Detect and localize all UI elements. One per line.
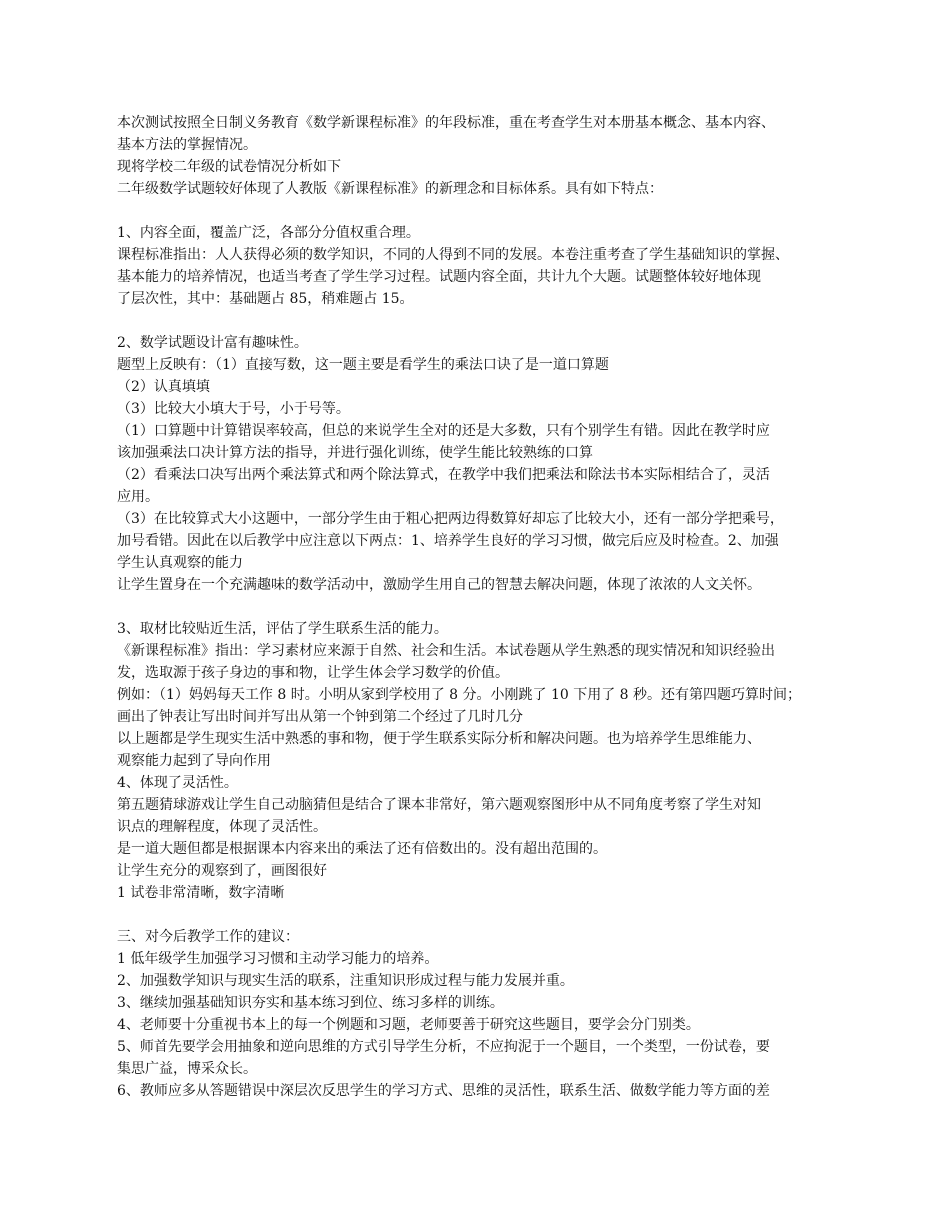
- text-line: 观察能力起到了导向作用: [117, 753, 271, 769]
- section-heading: 1、内容全面，覆盖广泛，各部分分值权重合理。: [117, 225, 420, 241]
- text-line: 学生认真观察的能力: [117, 555, 243, 571]
- text-line: 2、加强数学知识与现实生活的联系，注重知识形成过程与能力发展并重。: [117, 973, 574, 989]
- text-line: 该加强乘法口决计算方法的指导，并进行强化训练，使学生能比较熟练的口算: [117, 445, 593, 461]
- text-line: 例如：（1）妈妈每天工作 8 时。小明从家到学校用了 8 分。小刚跳了 10 下用了 8 秒。还有第四题巧算时间；: [117, 687, 802, 703]
- text-line: （1）口算题中计算错误率较高，但总的来说学生全对的还是大多数，只有个别学生有错。因此在教学时应: [117, 423, 770, 439]
- text-line: （2）认真填填: [117, 379, 210, 395]
- text-line: 《新课程标准》指出：学习素材应来源于自然、社会和生活。本试卷题从学生熟悉的现实情况和知识经验出: [117, 643, 775, 659]
- text-line: （2）看乘法口决写出两个乘法算式和两个除法算式，在教学中我们把乘法和除法书本实际相结合了，灵活: [117, 467, 770, 483]
- section-heading: 4、体现了灵活性。: [117, 775, 238, 791]
- text-line: （3）在比较算式大小这题中，一部分学生由于粗心把两边得数算好却忘了比较大小，还有一部分学把乘号，: [117, 511, 784, 527]
- text-line: 基本能力的培养情况，也适当考查了学生学习过程。试题内容全面，共计九个大题。试题整体较好地体现: [117, 269, 761, 285]
- text-line: 5、师首先要学会用抽象和逆向思维的方式引导学生分析，不应拘泥于一个题目，一个类型，一份试卷，要: [117, 1039, 770, 1055]
- text-line: 现将学校二年级的试卷情况分析如下: [117, 159, 341, 175]
- text-line: 是一道大题但都是根据课本内容来出的乘法了还有倍数出的。没有超出范围的。: [117, 841, 607, 857]
- text-line: 第五题猜球游戏让学生自己动脑猜但是结合了课本非常好，第六题观察图形中从不同角度考察了学生对知: [117, 797, 761, 813]
- text-line: 让学生充分的观察到了，画图很好: [117, 863, 327, 879]
- text-line: 加号看错。因此在以后教学中应注意以下两点：1、培养学生良好的学习习惯，做完后应及时检查。2、加强: [117, 533, 779, 549]
- text-line: 6、教师应多从答题错误中深层次反思学生的学习方式、思维的灵活性，联系生活、做数学能力等方面的差: [117, 1083, 770, 1099]
- text-line: 本次测试按照全日制义务教育《数学新课程标准》的年段标准，重在考查学生对本册基本概念、基本内容、: [117, 115, 775, 131]
- text-line: 集思广益，博采众长。: [117, 1061, 257, 1077]
- text-line: 课程标准指出：人人获得必须的数学知识，不同的人得到不同的发展。本卷注重考查了学生基础知识的掌握、: [117, 247, 789, 263]
- text-line: 1 低年级学生加强学习习惯和主动学习能力的培养。: [117, 951, 439, 967]
- document-body: [117, 112, 847, 1102]
- text-line: 3、继续加强基础知识夯实和基本练习到位、练习多样的训练。: [117, 995, 504, 1011]
- blank-line: [117, 904, 847, 926]
- text-line: 发，选取源于孩子身边的事和物，让学生体会学习数学的价值。: [117, 665, 509, 681]
- text-line: 让学生置身在一个充满趣味的数学活动中，激励学生用自己的智慧去解决问题，体现了浓浓的人文关怀。: [117, 577, 761, 593]
- text-line: 二年级数学试题较好体现了人教版《新课程标准》的新理念和目标体系。具有如下特点：: [117, 181, 663, 197]
- text-line: 4、老师要十分重视书本上的每一个例题和习题，老师要善于研究这些题目，要学会分门别类。: [117, 1017, 700, 1033]
- blank-line: [117, 596, 847, 618]
- blank-line: [117, 310, 847, 332]
- text-line: 题型上反映有：（1）直接写数，这一题主要是看学生的乘法口诀了是一道口算题: [117, 357, 609, 373]
- text-line: 以上题都是学生现实生活中熟悉的事和物，便于学生联系实际分析和解决问题。也为培养学生思维能力、: [117, 731, 761, 747]
- section-heading: 3、取材比较贴近生活，评估了学生联系生活的能力。: [117, 621, 448, 637]
- text-line: 应用。: [117, 489, 159, 505]
- text-line: 1 试卷非常清晰，数字清晰: [117, 885, 285, 901]
- text-line: 识点的理解程度，体现了灵活性。: [117, 819, 327, 835]
- section-heading: 三、对今后教学工作的建议：: [117, 929, 299, 945]
- section-heading: 2、数学试题设计富有趣味性。: [117, 335, 308, 351]
- text-line: （3）比较大小填大于号，小于号等。: [117, 401, 350, 417]
- text-line: 了层次性，其中：基础题占 85，稍难题占 15。: [117, 291, 414, 307]
- text-line: 画出了钟表让写出时间并写出从第一个钟到第二个经过了几时几分: [117, 709, 523, 725]
- blank-line: [117, 200, 847, 222]
- text-line: 基本方法的掌握情况。: [117, 137, 257, 153]
